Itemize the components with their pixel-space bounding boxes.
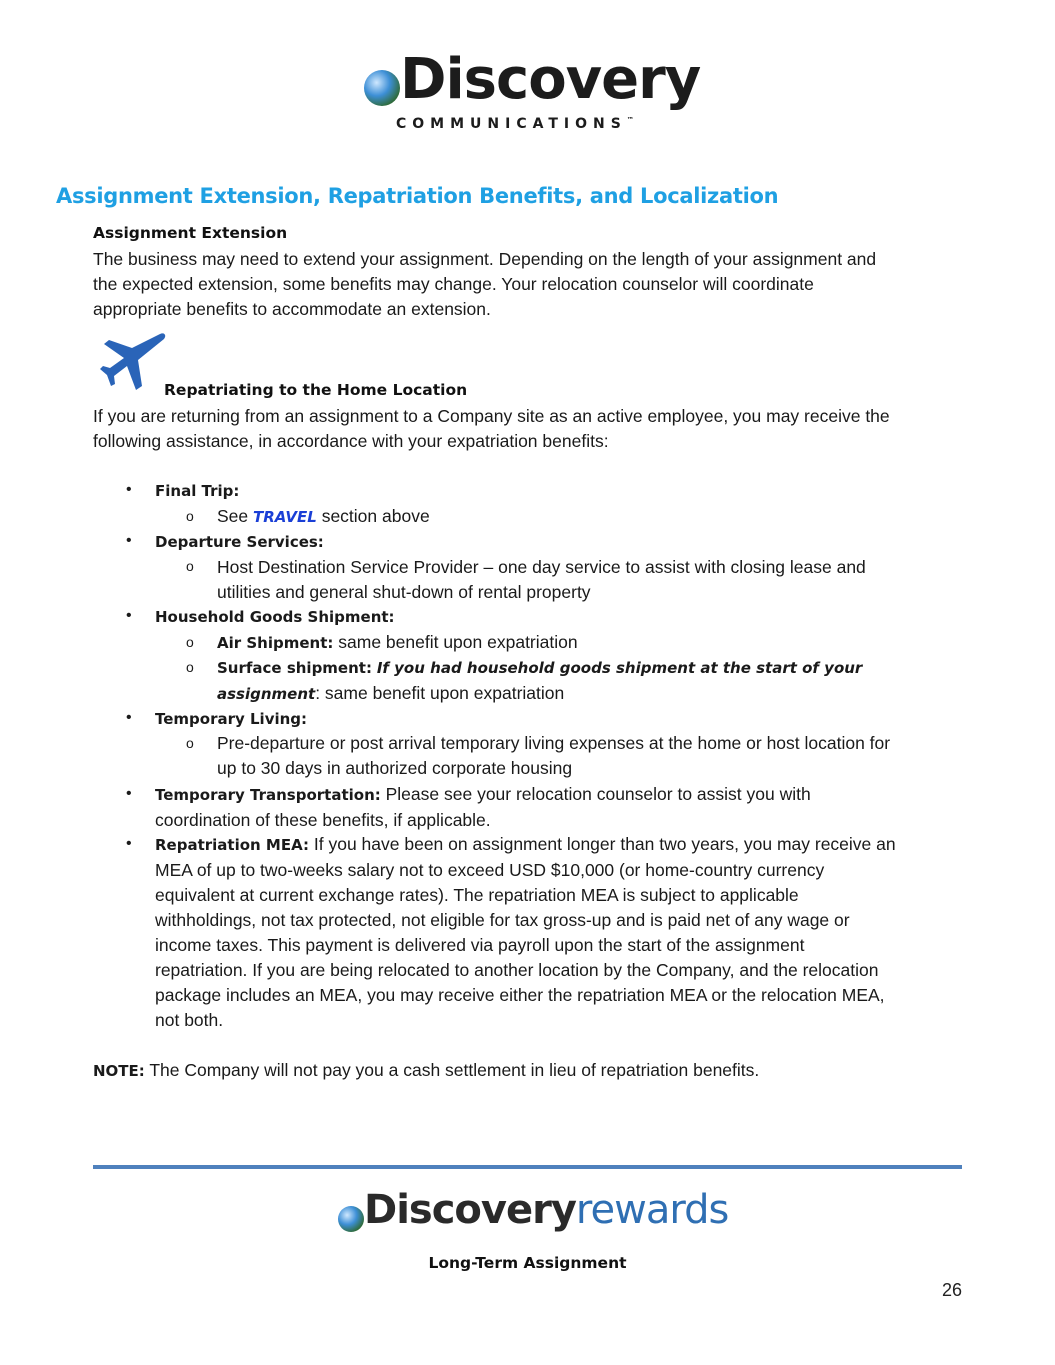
footer-divider xyxy=(93,1165,962,1169)
note-label: NOTE: xyxy=(93,1062,145,1080)
surface-shipment-detail: Surface shipment: If you had household goods shipment at the start of your assignment: same benefit upon expatriation xyxy=(217,659,863,703)
discovery-rewards-logo xyxy=(338,1187,738,1240)
repatriating-paragraph: If you are returning from an assignment to a Company site as an active employee, you may receive the following assistance, in accordance with your expatriation benefits: xyxy=(93,406,890,451)
sub-bullet: o xyxy=(186,634,194,650)
bullet-dot: • xyxy=(126,835,132,852)
sub-bullet: o xyxy=(186,558,194,574)
assignment-extension-heading: Assignment Extension xyxy=(93,224,288,242)
final-trip-label: Final Trip: xyxy=(155,482,240,500)
bullet-dot: • xyxy=(126,785,132,802)
rewards-wordmark: Discoveryrewards xyxy=(364,1187,729,1233)
airplane-icon xyxy=(98,330,168,392)
page-title: Assignment Extension, Repatriation Benefits, and Localization xyxy=(56,184,779,208)
footer-title: Long-Term Assignment xyxy=(428,1254,627,1272)
bullet-dot: • xyxy=(126,532,132,549)
repatriating-heading: Repatriating to the Home Location xyxy=(164,381,468,399)
temporary-living-detail: Pre-departure or post arrival temporary living expenses at the home or host location for up to 30 days in authorized corporate housing xyxy=(217,733,891,778)
globe-icon xyxy=(338,1206,364,1232)
note-text: The Company will not pay you a cash settlement in lieu of repatriation benefits. xyxy=(149,1060,760,1080)
logo-wordmark: Discovery xyxy=(400,47,701,112)
sub-bullet: o xyxy=(186,659,194,675)
travel-link[interactable]: TRAVEL xyxy=(253,508,317,526)
note-paragraph xyxy=(93,1058,973,1084)
air-shipment-detail: Air Shipment: same benefit upon expatriation xyxy=(217,632,578,652)
discovery-communications-logo xyxy=(360,47,701,138)
bullet-dot: • xyxy=(126,709,132,726)
page-number: 26 xyxy=(941,1280,962,1300)
household-goods-label: Household Goods Shipment: xyxy=(155,608,395,626)
temporary-living-label: Temporary Living: xyxy=(155,710,308,728)
departure-services-detail: Host Destination Service Provider – one day service to assist with closing lease and utilities and general shut-down of rental property xyxy=(217,557,866,602)
sub-bullet: o xyxy=(186,735,194,751)
repatriation-mea-item: Repatriation MEA: If you have been on assignment longer than two years, you may receive an MEA of up to two-weeks salary not to exceed USD $10,000 (or home-country currency equivalent at current exchange rates). The repatriation MEA is subject to applicable withholdings, not tax protected, not eligible for tax gross-up and is paid net of any wage or income taxes. This payment is delivered via payroll upon the start of the assignment repatriation. If you are being relocated to another location by the Company, and the relocation package includes an MEA, you may receive either the repatriation MEA or the relocation MEA, not both. xyxy=(155,834,896,1030)
temporary-transportation-item: Temporary Transportation: Please see your relocation counselor to assist you with coordination of these benefits, if applicable. xyxy=(155,784,811,830)
assignment-extension-paragraph: The business may need to extend your assignment. Depending on the length of your assignment and the expected extension, some benefits may change. Your relocation counselor will coordinate appropriate benefits to accommodate an extension. xyxy=(93,249,877,319)
departure-services-label: Departure Services: xyxy=(155,533,324,551)
globe-icon xyxy=(364,70,400,106)
sub-bullet: o xyxy=(186,508,194,524)
bullet-dot: • xyxy=(126,607,132,624)
bullet-dot: • xyxy=(126,481,132,498)
final-trip-detail: See TRAVEL section above xyxy=(217,506,430,526)
logo-subtitle: COMMUNICATIONS™ xyxy=(396,116,634,132)
